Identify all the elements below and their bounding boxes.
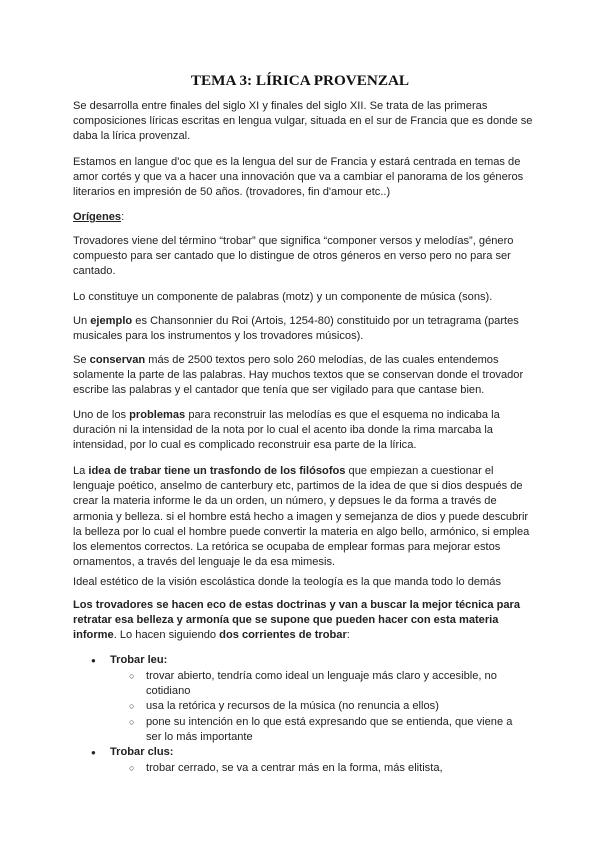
p4-pre: Se [73,354,90,366]
p6-pre: La [73,465,89,477]
origenes-paragraph-1: Trovadores viene del término “trobar” que significa “componer versos y melodías”, género compuesto para ser cantado que lo distingue de otros géneros en verso pero no para ser cantado. [73,235,514,278]
corriente-trobar-leu: ● Trobar leu: [110,653,530,668]
page-title: TEMA 3: LÍRICA PROVENZAL [190,72,410,89]
origenes-paragraph-7: Ideal estético de la visión escolástica donde la teología es la que manda todo lo demás [73,576,502,588]
p6-bold: idea de trabar tiene un trasfondo de los filósofos [88,465,346,477]
p8-bold: Los trovadores se hacen eco de estas doctrinas y van a buscar la mejor técnica para retratar esa belleza y armonía que se supone que pueden hacer con esta materia informe [73,599,521,642]
origenes-paragraph-8 [73,598,533,644]
leu-item-1: ○ trovar abierto, tendría como ideal un lenguaje más claro y accesible, no cotidiano [146,669,530,699]
p4-post: más de 2500 textos pero solo 260 melodías, de las cuales entendemos solamente la parte de las palabras. Hay muchos textos que se conservan donde el trovador escribe las palabras y el cantador que tenía que ser vigilado para que cantase bien. [73,354,524,397]
intro-paragraph-2: Estamos en langue d'oc que es la lengua del sur de Francia y estará centrada en temas de amor cortés y que va a hacer una innovación que va a cambiar el panorama de los géneros literarios en impresión de 50 años. (trovadores, fin d'amour etc..) [73,156,524,199]
leu-item-3: ○ pone su intención en lo que está expresando que se entienda, que viene a ser lo más importante [146,715,530,745]
origenes-paragraph-6 [73,464,533,570]
p3-pre: Un [73,315,91,327]
origenes-paragraph-2: Lo constituye un componente de palabras (motz) y un componente de música (sons). [73,291,493,303]
p8-mid: . Lo hacen siguiendo [113,629,220,642]
p6-post: que empiezan a cuestionar el lenguaje poético, anselmo de canterbury etc, partimos de la idea de que si dios después de crear la materia informe le da un orden, un número, y depsues le da forma a través de armonia y belleza. si el hombre está hecho a imagen y semejanza de dios y puede descubrir la belleza por lo cual el hombre puede convertir la materia en algo bello, armónico, si emplea los elementos correctos. La retórica se ocupaba de emplear formas para mejorar estos ornamentos, a través del lenguaje le da esa mimesis. [73,465,530,569]
origenes-heading-text: Orígenes [73,211,122,223]
p5-bold: problemas [129,409,186,421]
intro-paragraph-1: Se desarrolla entre finales del siglo XI y finales del siglo XII. Se trata de las primeras composiciones líricas escritas en lengua vulgar, situada en el sur de Francia que es donde se daba la lírica provenzal. [73,100,533,143]
p5-post: para reconstruir las melodías es que el esquema no indicaba la duración ni la intensidad de la nota por lo cual el acento iba donde la rima marcaba la intensidad, por lo cual es complicado reconstruir esa parte de la lírica. [73,409,500,452]
leu-item-2: ○ usa la retórica y recursos de la música (no renuncia a ellos) [146,699,530,714]
clus-item-1: ○ trobar cerrado, se va a centrar más en la forma, más elitista, [146,761,530,776]
origenes-paragraph-5 [73,408,533,454]
origenes-heading [73,210,533,225]
origenes-heading-colon: : [121,211,125,223]
p3-post: es Chansonnier du Roi (Artois, 1254-80) constituido por un tetragrama (partes musicales para los instrumentos y los trovadores músicos). [73,315,519,343]
origenes-paragraph-3 [73,314,533,344]
p8-end: : [346,629,350,642]
p4-bold: conservan [89,354,146,366]
corriente-trobar-clus: ● Trobar clus: [110,745,530,760]
p5-pre: Uno de los [73,409,130,421]
p8-bold-2: dos corrientes de trobar [219,629,347,642]
p3-bold: ejemplo [90,315,133,327]
origenes-paragraph-4 [73,353,533,399]
